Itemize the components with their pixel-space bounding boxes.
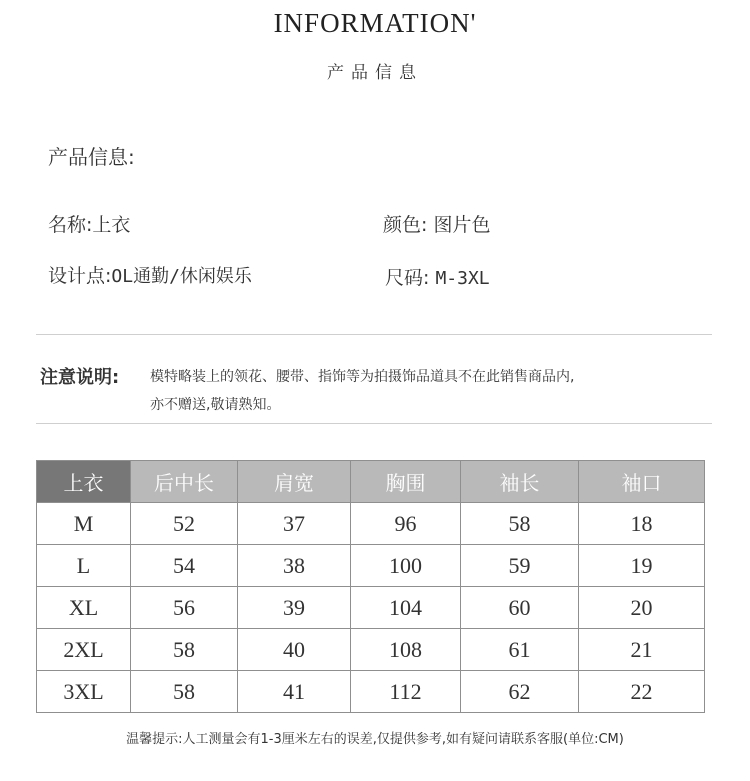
product-design-label: 设计点: bbox=[48, 265, 112, 287]
table-row bbox=[37, 629, 705, 671]
divider-top bbox=[36, 334, 712, 335]
product-name-label: 名称: bbox=[48, 214, 93, 236]
table-row bbox=[37, 671, 705, 713]
header-garment: 上衣 bbox=[37, 461, 131, 503]
product-color-label: 颜色: bbox=[383, 214, 428, 236]
cuff-cell: 22 bbox=[579, 671, 705, 713]
cuff-cell: 20 bbox=[579, 587, 705, 629]
product-name bbox=[48, 210, 130, 237]
cuff-cell: 21 bbox=[579, 629, 705, 671]
product-size-label: 尺码: bbox=[385, 267, 430, 289]
back-length-cell: 56 bbox=[131, 587, 238, 629]
back-length-cell: 58 bbox=[131, 629, 238, 671]
chest-cell: 108 bbox=[351, 629, 461, 671]
chest-cell: 112 bbox=[351, 671, 461, 713]
header-cuff: 袖口 bbox=[579, 461, 705, 503]
size-cell: XL bbox=[37, 587, 131, 629]
size-table-header-row bbox=[37, 461, 705, 503]
table-row bbox=[37, 587, 705, 629]
cuff-cell: 18 bbox=[579, 503, 705, 545]
shoulder-cell: 40 bbox=[238, 629, 351, 671]
size-cell: 3XL bbox=[37, 671, 131, 713]
sleeve-length-cell: 60 bbox=[461, 587, 579, 629]
size-cell: 2XL bbox=[37, 629, 131, 671]
product-info-heading: 产品信息: bbox=[48, 145, 135, 169]
shoulder-cell: 37 bbox=[238, 503, 351, 545]
title-en: INFORMATION' bbox=[273, 8, 477, 38]
sleeve-length-cell: 61 bbox=[461, 629, 579, 671]
product-color-value: 图片色 bbox=[433, 214, 491, 236]
product-color bbox=[383, 210, 490, 237]
header-sleeve-length: 袖长 bbox=[461, 461, 579, 503]
product-design bbox=[48, 261, 252, 288]
divider-bottom bbox=[36, 423, 712, 424]
title-cn: 产品信息 bbox=[327, 63, 423, 83]
product-size-value: M-3XL bbox=[435, 268, 490, 289]
table-row bbox=[37, 503, 705, 545]
header-chest: 胸围 bbox=[351, 461, 461, 503]
notice-line-2: 亦不赠送,敬请熟知。 bbox=[150, 397, 281, 413]
sleeve-length-cell: 59 bbox=[461, 545, 579, 587]
footnote: 温馨提示:人工测量会有1-3厘米左右的误差,仅提供参考,如有疑问请联系客服(单位:CM) bbox=[126, 732, 624, 747]
back-length-cell: 58 bbox=[131, 671, 238, 713]
notice-line-1: 模特略装上的领花、腰带、指饰等为拍摄饰品道具不在此销售商品内, bbox=[150, 369, 575, 385]
back-length-cell: 52 bbox=[131, 503, 238, 545]
chest-cell: 96 bbox=[351, 503, 461, 545]
shoulder-cell: 38 bbox=[238, 545, 351, 587]
chest-cell: 104 bbox=[351, 587, 461, 629]
size-cell: L bbox=[37, 545, 131, 587]
shoulder-cell: 39 bbox=[238, 587, 351, 629]
table-row bbox=[37, 545, 705, 587]
header-back-length: 后中长 bbox=[131, 461, 238, 503]
shoulder-cell: 41 bbox=[238, 671, 351, 713]
notice-label: 注意说明: bbox=[40, 367, 120, 388]
product-name-value: 上衣 bbox=[92, 214, 131, 236]
sleeve-length-cell: 58 bbox=[461, 503, 579, 545]
cuff-cell: 19 bbox=[579, 545, 705, 587]
back-length-cell: 54 bbox=[131, 545, 238, 587]
product-design-value: OL通勤/休闲娱乐 bbox=[111, 266, 252, 287]
chest-cell: 100 bbox=[351, 545, 461, 587]
size-cell: M bbox=[37, 503, 131, 545]
header-shoulder: 肩宽 bbox=[238, 461, 351, 503]
product-size bbox=[385, 263, 490, 290]
size-table bbox=[36, 460, 705, 713]
sleeve-length-cell: 62 bbox=[461, 671, 579, 713]
